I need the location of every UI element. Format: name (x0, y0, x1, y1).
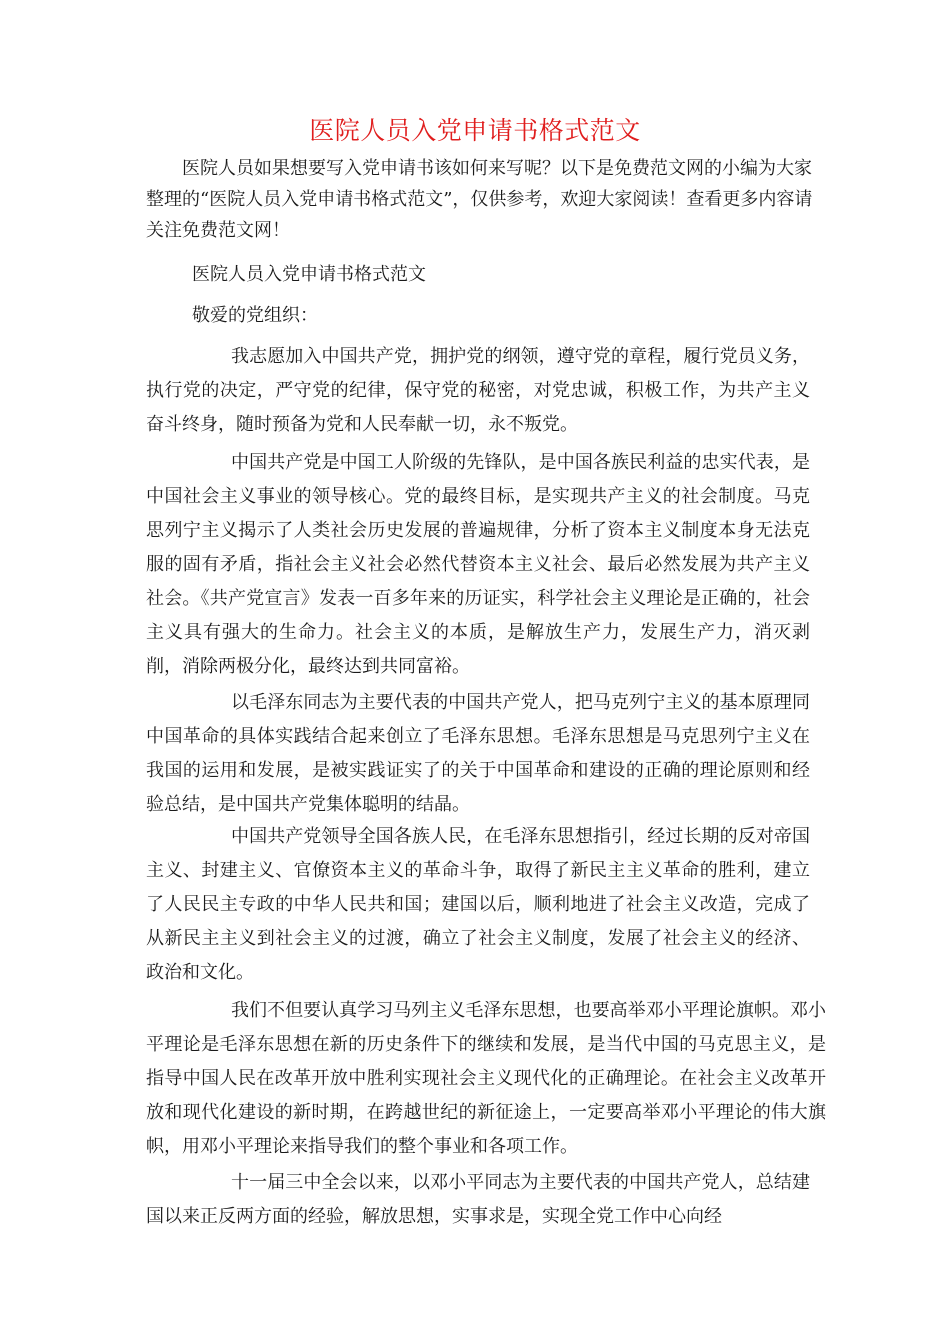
intro-paragraph: 医院人员如果想要写入党申请书该如何来写呢？以下是免费范文网的小编为大家整理的“医院人员入党申请书格式范文”，仅供参考，欢迎大家阅读！查看更多内容请关注免费范文网！ (146, 158, 813, 241)
body-paragraph-3: 以毛泽东同志为主要代表的中国共产党人，把马克列宁主义的基本原理同中国革命的具体实践结合起来创立了毛泽东思想。毛泽东思想是马克思列宁主义在我国的运用和发展，是被实践证实了的关于中国革命和建设的正确的理论原则和经验总结，是中国共产党集体聪明的结晶。 (146, 692, 810, 815)
salutation: 敬爱的党组织： (192, 305, 318, 326)
document-title: 医院人员入党申请书格式范文 (309, 116, 641, 145)
body-paragraph-6: 十一届三中全会以来，以邓小平同志为主要代表的中国共产党人，总结建国以来正反两方面的经验，解放思想，实事求是，实现全党工作中心向经 (146, 1172, 810, 1227)
body-paragraph-2: 中国共产党是中国工人阶级的先锋队，是中国各族民利益的忠实代表，是中国社会主义事业的领导核心。党的最终目标，是实现共产主义的社会制度。马克思列宁主义揭示了人类社会历史发展的普遍规律，分析了资本主义制度本身无法克服的固有矛盾，指社会主义社会必然代替资本主义社会、最后必然发展为共产主义社会。《共产党宣言》发表一百多年来的历证实，科学社会主义理论是正确的，社会主义具有强大的生命力。社会主义的本质，是解放生产力，发展生产力，消灭剥削，消除两极分化，最终达到共同富裕。 (146, 452, 810, 677)
body-paragraph-5: 我们不但要认真学习马列主义毛泽东思想，也要高举邓小平理论旗帜。邓小平理论是毛泽东思想在新的历史条件下的继续和发展，是当代中国的马克思主义，是指导中国人民在改革开放中胜利实现社会主义现代化的正确理论。在社会主义改革开放和现代化建设的新时期，在跨越世纪的新征途上，一定要高举邓小平理论的伟大旗帜，用邓小平理论来指导我们的整个事业和各项工作。 (146, 1000, 826, 1157)
body-paragraph-4: 中国共产党领导全国各族人民，在毛泽东思想指引，经过长期的反对帝国主义、封建主义、官僚资本主义的革命斗争，取得了新民主主义革命的胜利，建立了人民民主专政的中华人民共和国；建国以后，顺利地进了社会主义改造，完成了从新民主主义到社会主义的过渡，确立了社会主义制度，发展了社会主义的经济、政治和文化。 (146, 826, 810, 983)
letter-title: 医院人员入党申请书格式范文 (192, 264, 426, 285)
body-paragraph-1: 我志愿加入中国共产党，拥护党的纲领，遵守党的章程，履行党员义务，执行党的决定，严守党的纪律，保守党的秘密，对党忠诚，积极工作，为共产主义奋斗终身，随时预备为党和人民奉献一切，永不叛党。 (146, 346, 810, 435)
